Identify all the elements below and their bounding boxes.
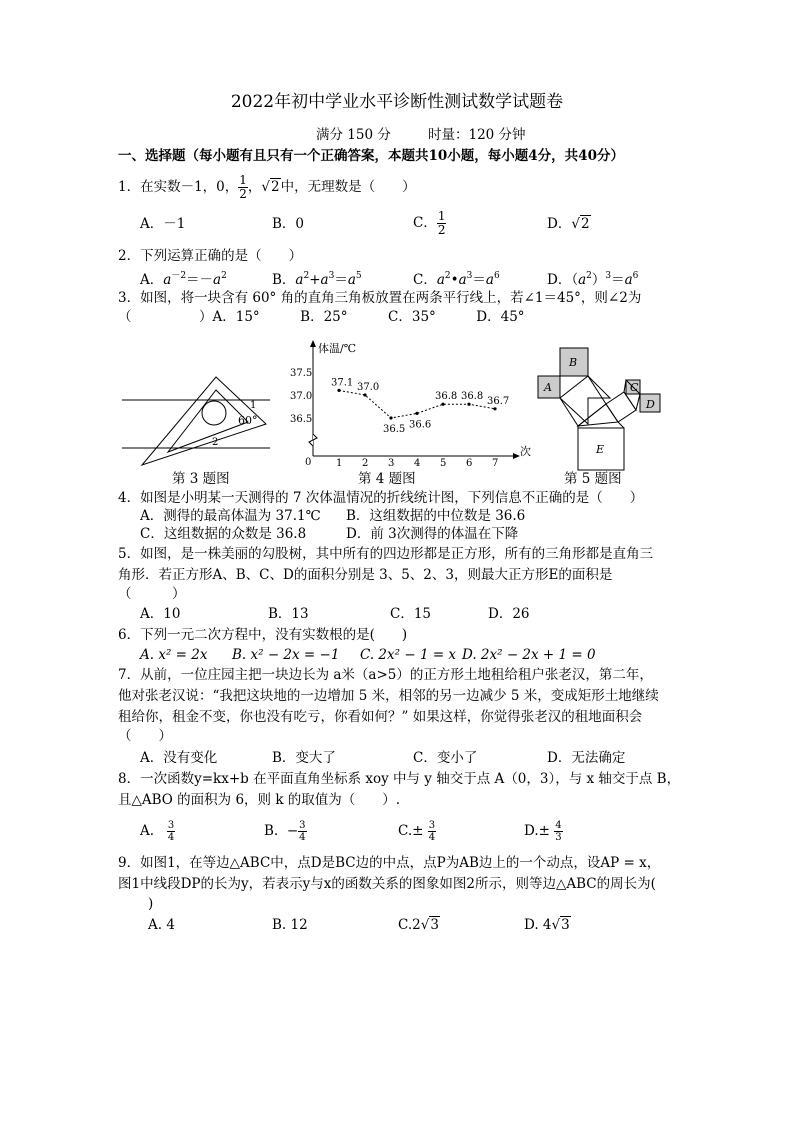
q9-line3: ) <box>148 896 154 912</box>
q4-option-b: B．这组数据的中位数是 36.6 <box>346 508 526 524</box>
q2-stem: 2．下列运算正确的是（ ） <box>118 248 303 264</box>
data-point <box>415 412 418 415</box>
q2-option-d: D．$(a^2)^3=a^6$ <box>547 271 639 288</box>
data-point <box>493 407 496 410</box>
q7-line2: 他对张老汉说：“我把这块地的一边增加 5 米，相邻的另一边减少 5 米，变成矩形土地继续 <box>118 688 659 704</box>
y-tick-label: 37.0 <box>290 391 313 402</box>
x-tick-label: 2 <box>362 458 369 466</box>
fig5-label-a: A <box>544 381 552 394</box>
figure-5 <box>536 344 666 472</box>
page-title: 2022年初中学业水平诊断性测试数学试题卷 <box>230 92 564 112</box>
fig4-ylabel: 体温/℃ <box>318 342 357 355</box>
q8-option-d: D.± $\frac{4}{3}$ <box>524 820 562 843</box>
section-heading: 一、选择题（每小题有且只有一个正确答案，本题共10小题，每小题4分，共40分） <box>118 148 624 164</box>
data-label: 36.8 <box>461 391 484 403</box>
fig5-label-c: C <box>630 381 639 394</box>
x-tick-label: 4 <box>414 458 421 466</box>
q7-option-b: B．变大了 <box>272 750 336 766</box>
fig5-label-e: E <box>596 443 605 456</box>
q9-line1: 9．如图1，在等边△ABC中，点D是BC边的中点，点P为AB边上的一个动点，设AP = x， <box>118 855 661 871</box>
x-tick-label: 3 <box>388 458 395 466</box>
q7-option-d: D．无法确定 <box>547 750 626 766</box>
q7-line3: 租给你，租金不变，你也没有吃亏，你看如何？” 如果这样，你觉得张老汉的租地面积会 <box>118 709 643 725</box>
data-label: 36.5 <box>383 424 406 435</box>
q7-line1: 7．从前，一位庄园主把一块边长为 a米（a>5）的正方形土地租给租户张老汉，第二年， <box>118 667 653 683</box>
figure-4-chart <box>290 338 538 466</box>
figure-3 <box>118 370 278 470</box>
score-info: 满分 150 分 <box>316 127 391 143</box>
q8-line2: 且△ABO 的面积为 6，则 k 的取值为（ ）. <box>118 792 401 808</box>
q3-options: （ ）A．15° B．25° C．35° D．45° <box>118 309 525 325</box>
y-tick-label: 37.5 <box>290 368 313 379</box>
q8-option-c: C.± $\frac{3}{4}$ <box>398 820 436 843</box>
q1-option-b: B．0 <box>272 216 305 232</box>
q2-option-a: A．$a^{-2}=-a^2$ <box>140 271 227 288</box>
q6-option-b: B. x² − 2x = −1 <box>232 647 340 663</box>
q6-stem: 6．下列一元二次方程中，没有实数根的是( ) <box>118 627 408 643</box>
q7-option-a: A．没有变化 <box>140 750 218 766</box>
q8-option-a: A. $\frac{3}{4}$ <box>140 820 175 843</box>
q6-option-a: A. x² = 2x <box>140 647 208 663</box>
q4-option-a: A．测得的最高体温为 37.1℃ <box>140 508 321 524</box>
fig5-label-b: B <box>569 356 578 369</box>
x-tick-label: 6 <box>466 458 473 466</box>
q5-option-b: B．13 <box>268 606 309 622</box>
data-label: 36.7 <box>487 395 510 407</box>
q5-line1: 5．如图，是一株美丽的勾股树，其中所有的四边形都是正方形，所有的三角形都是直角三 <box>118 546 654 562</box>
q7-line4: （ ） <box>118 728 172 744</box>
fig4-origin: 0 <box>305 457 312 466</box>
q4-stem: 4．如图是小明某一天测得的 7 次体温情况的折线统计图，下列信息不正确的是（ ） <box>118 490 644 506</box>
fig5-label-d: D <box>646 398 655 411</box>
data-label: 36.8 <box>435 391 458 403</box>
q6-option-c: C. 2x² − 1 = x <box>360 647 457 663</box>
q8-line1: 8．一次函数y=kx+b 在平面直角坐标系 xoy 中与 y 轴交于点 A（0，3），与 x 轴交于点 B， <box>118 771 681 787</box>
q9-option-b: B. 12 <box>272 917 308 933</box>
data-point <box>363 393 366 396</box>
q8-option-b: B. − $\frac{3}{4}$ <box>264 820 306 843</box>
fig4-xlabel: 次 <box>520 445 531 458</box>
x-tick-label: 7 <box>492 458 499 466</box>
fig3-angle-label: 60° <box>238 414 258 427</box>
q9-option-d: D. 4√3 <box>524 917 570 933</box>
fig3-label-2: 2 <box>212 437 219 448</box>
q6-option-d: D. 2x² − 2x + 1 = 0 <box>462 647 596 663</box>
q1-stem: 1．在实数－1，0， $\frac{1}{2}$ ，√2中，无理数是（ ） <box>118 173 416 201</box>
fig5-caption: 第 5 题图 <box>564 471 622 487</box>
x-tick-label: 5 <box>440 458 447 466</box>
q5-line2: 角形．若正方形A、B、C、D的面积分别是 3、5、2、3，则最大正方形E的面积是 <box>118 567 613 583</box>
data-point <box>441 403 444 406</box>
q2-option-b: B．$a^2+a^3=a^5$ <box>272 271 362 288</box>
q4-option-d: D．前 3次测得的体温在下降 <box>346 526 519 542</box>
q9-line2: 图1中线段DP的长为y，若表示y与x的函数关系的图象如图2所示，则等边△ABC的周长为( <box>118 876 656 892</box>
q9-option-a: A. 4 <box>148 917 175 933</box>
data-label: 36.6 <box>409 419 432 431</box>
q5-option-d: D．26 <box>488 606 530 622</box>
q7-option-c: C．变小了 <box>413 750 478 766</box>
fig3-label-1: 1 <box>250 400 257 411</box>
q3-stem: 3．如图，将一块含有 60° 角的直角三角板放置在两条平行线上，若∠1＝45°，则∠2为 <box>118 290 642 306</box>
q5-option-a: A．10 <box>140 606 181 622</box>
q5-option-c: C．15 <box>390 606 432 622</box>
data-point <box>389 416 392 419</box>
data-point <box>467 403 470 406</box>
q9-option-c: C.2√3 <box>398 917 439 933</box>
data-label: 37.0 <box>357 382 380 393</box>
q4-option-c: C．这组数据的众数是 36.8 <box>140 526 307 542</box>
time-info: 时量：120 分钟 <box>428 127 526 143</box>
q5-line3: （ ） <box>118 586 186 602</box>
data-label: 37.1 <box>331 377 354 389</box>
data-point <box>337 389 340 392</box>
q2-option-c: C．$a^2•a^3=a^6$ <box>413 271 500 288</box>
x-tick-label: 1 <box>336 458 343 466</box>
fig3-caption: 第 3 题图 <box>172 471 230 487</box>
y-tick-label: 36.5 <box>290 414 313 425</box>
q1-option-a: A．－1 <box>140 216 186 232</box>
fig4-caption: 第 4 题图 <box>358 471 416 487</box>
q1-option-d: D．√2 <box>547 216 590 232</box>
q1-option-c: C． $\frac{1}{2}$ <box>413 209 446 237</box>
